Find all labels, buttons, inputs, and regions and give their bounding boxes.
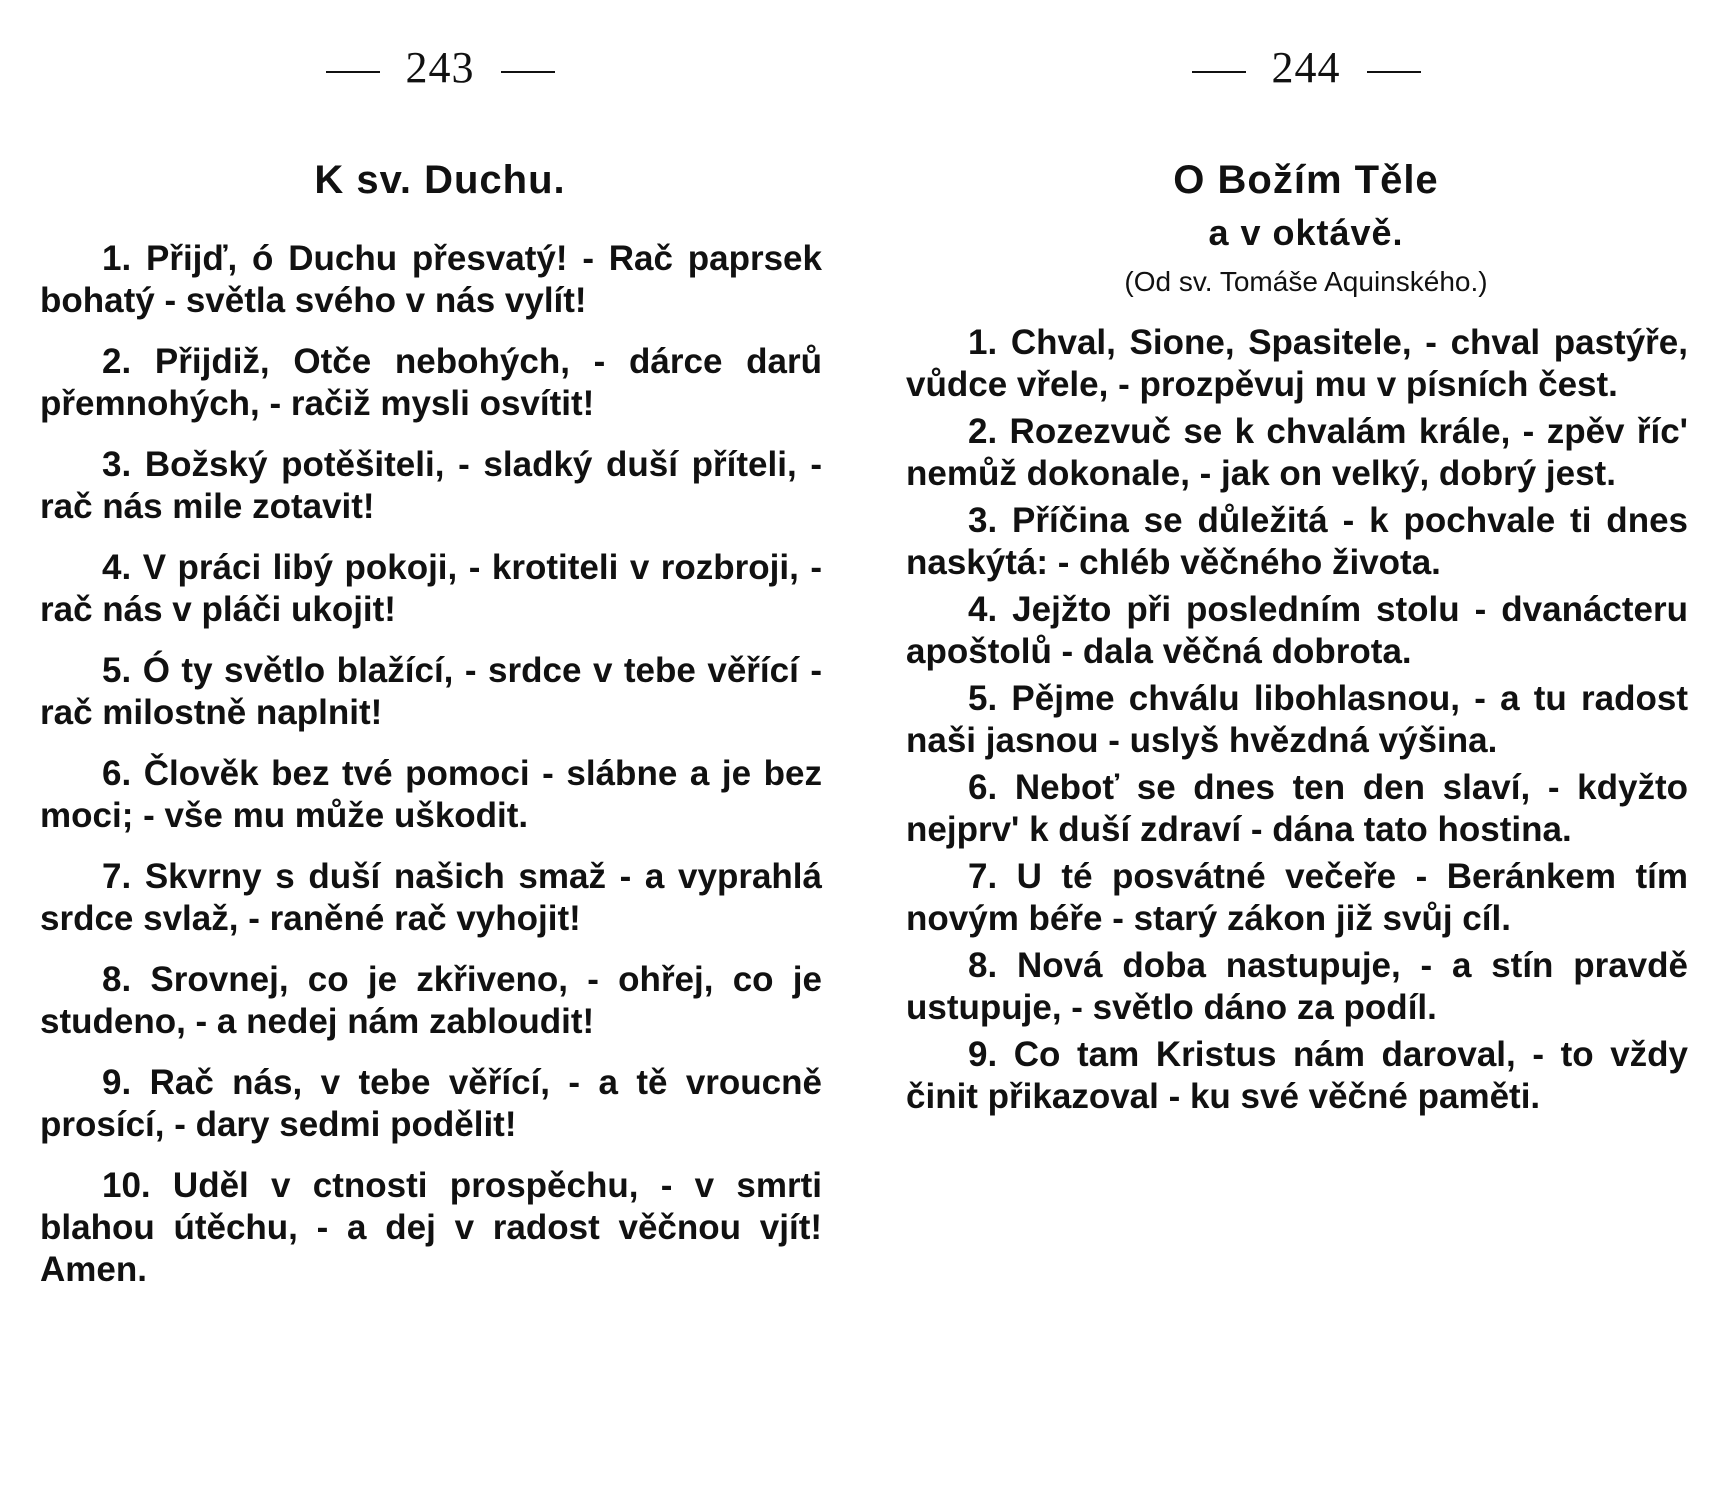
verse-2: 2. Rozezvuč se k chvalám krále, - zpěv říc' nemůž dokonale, - jak on velký, dobrý jest. (906, 412, 1688, 493)
dash-left (326, 71, 380, 73)
verse-1: 1. Přijď, ó Duchu přesvatý! - Rač paprsek bohatý - světla svého v nás vylít! (40, 239, 822, 320)
page-number-right (906, 42, 1706, 93)
verse-6: 6. Člověk bez tvé pomoci - slábne a je bez moci; - vše mu může uškodit. (40, 754, 822, 835)
verse-9: 9. Rač nás, v tebe věřící, - a tě vroucně prosící, - dary sedmi podělit! (40, 1063, 822, 1144)
page-number-text: 244 (1271, 43, 1341, 92)
verse-6: 6. Neboť se dnes ten den slaví, - kdyžto nejprv' k duší zdraví - dána tato hostina. (906, 768, 1688, 849)
hymn-source: (Od sv. Tomáše Aquinského.) (1124, 266, 1488, 297)
verse-2: 2. Přijdiž, Otče nebohých, - dárce darů přemnohých, - račiž mysli osvítit! (40, 342, 822, 423)
verse-4: 4. V práci libý pokoji, - krotiteli v rozbroji, - rač nás v pláči ukojit! (40, 548, 822, 629)
verse-4: 4. Jejžto při posledním stolu - dvanácteru apoštolů - dala věčná dobrota. (906, 590, 1688, 671)
page-number-text: 243 (405, 43, 475, 92)
verse-7: 7. U té posvátné večeře - Beránkem tím novým béře - starý zákon již svůj cíl. (906, 857, 1688, 938)
page-number-left (40, 42, 840, 93)
hymn-subtitle-octave: a v oktávě. (1208, 212, 1404, 253)
verse-5: 5. Ó ty světlo blažící, - srdce v tebe věřící - rač milostně naplnit! (40, 651, 822, 732)
verse-9: 9. Co tam Kristus nám daroval, - to vždy činit přikazoval - ku své věčné paměti. (906, 1035, 1688, 1116)
dash-right (1367, 71, 1421, 73)
verse-8: 8. Srovnej, co je zkřiveno, - ohřej, co je studeno, - a nedej nám zabloudit! (40, 960, 822, 1041)
verse-10: 10. Uděl v ctnosti prospěchu, - v smrti blahou útěchu, - a dej v radost věčnou vjít! Amen. (40, 1166, 822, 1289)
verse-3: 3. Božský potěšiteli, - sladký duší příteli, - rač nás mile zotavit! (40, 445, 822, 526)
hymn-title-corpus-christi: O Božím Těle (1173, 158, 1439, 202)
right-page (906, 0, 1706, 1500)
verse-8: 8. Nová doba nastupuje, - a stín pravdě ustupuje, - světlo dáno za podíl. (906, 946, 1688, 1027)
verse-7: 7. Skvrny s duší našich smaž - a vyprahlá srdce svlaž, - raněné rač vyhojit! (40, 857, 822, 938)
hymn-title-holy-spirit: K sv. Duchu. (314, 158, 566, 202)
verses-right (906, 322, 1688, 1123)
dash-right (501, 71, 555, 73)
verse-5: 5. Pějme chválu libohlasnou, - a tu radost naši jasnou - uslyš hvězdná výšina. (906, 679, 1688, 760)
verse-1: 1. Chval, Sione, Spasitele, - chval pastýře, vůdce vřele, - prozpěvuj mu v písních čest. (906, 323, 1688, 404)
verses-left (40, 238, 822, 1310)
left-page (40, 0, 840, 1500)
dash-left (1192, 71, 1246, 73)
verse-3: 3. Příčina se důležitá - k pochvale ti dnes naskýtá: - chléb věčného života. (906, 501, 1688, 582)
